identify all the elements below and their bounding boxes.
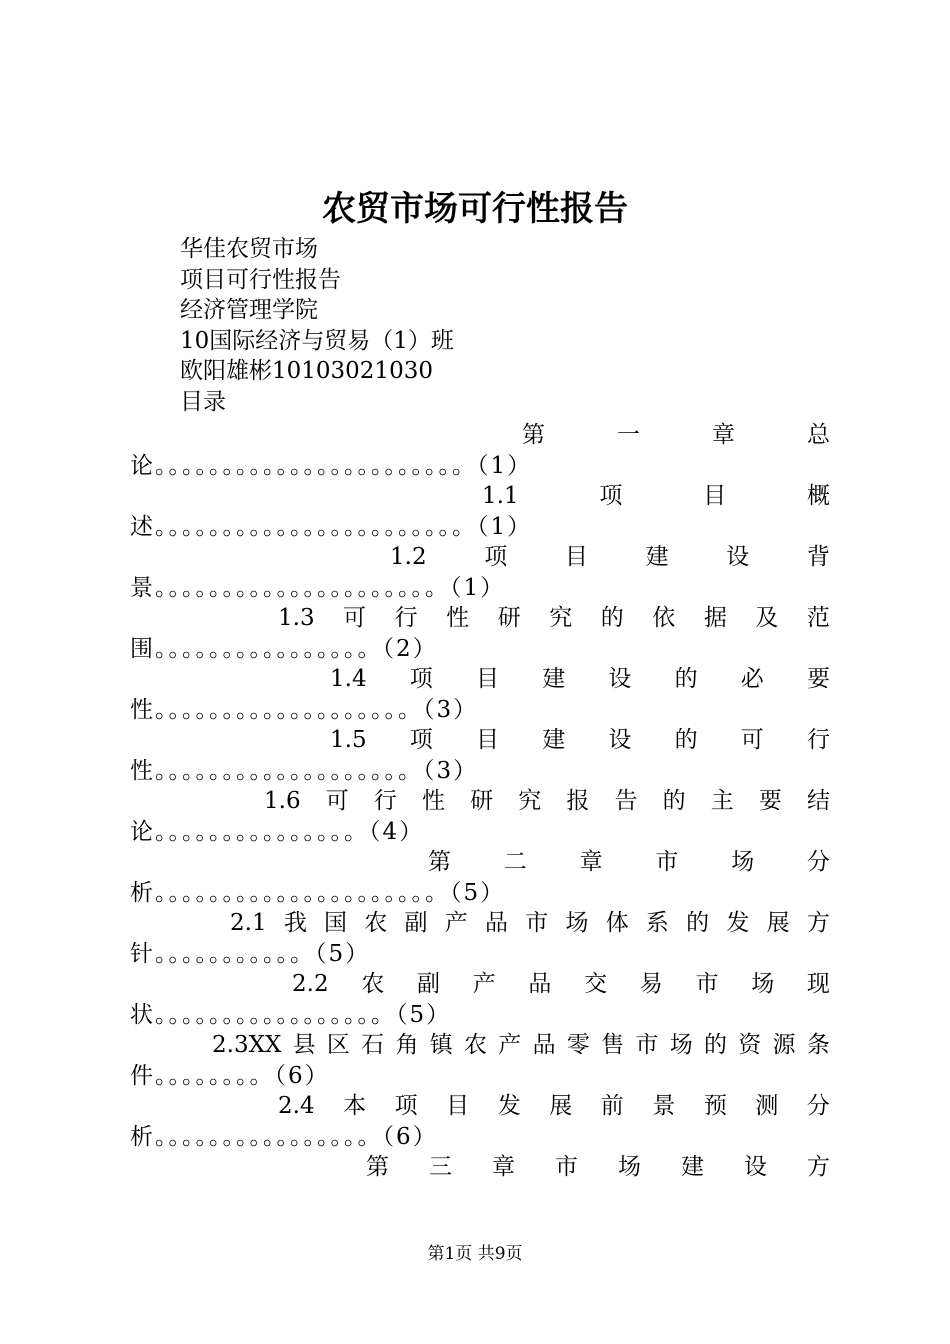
toc-heading-token: 农 (464, 1032, 488, 1058)
toc-heading-token: 及 (755, 605, 779, 631)
toc-entry-leader: 性。。。。。。。。。。。。。。。。。。。（3） (130, 757, 479, 784)
toc-heading-token: 建 (681, 1154, 704, 1180)
toc-heading-token: 建 (542, 727, 566, 753)
document-title: 农贸市场可行性报告 (322, 189, 628, 229)
toc-heading-token: 国 (324, 910, 348, 936)
toc-heading-token: 建 (542, 666, 566, 692)
toc-heading-token: 目 (475, 666, 499, 692)
toc-heading-token: 研 (470, 788, 494, 814)
toc-heading-token: 前 (600, 1093, 624, 1119)
toc-entry-leader: 状。。。。。。。。。。。。。。。。。（5） (130, 1001, 452, 1028)
toc-heading-token: 售 (601, 1032, 625, 1058)
toc-heading-token: 县 (292, 1032, 316, 1058)
toc-heading-token: 第 (522, 422, 545, 448)
toc-entry[interactable] (130, 603, 830, 664)
toc-heading-token: 镇 (429, 1032, 453, 1058)
toc-heading-token: 项 (394, 1093, 418, 1119)
toc-heading-token: 可 (325, 788, 349, 814)
toc-entry-heading (330, 725, 830, 756)
toc-heading-token: 项 (484, 544, 508, 570)
toc-heading-token: 的 (600, 605, 624, 631)
toc-entry[interactable] (130, 1030, 830, 1091)
author-name: 欧阳雄彬10103021030 (180, 358, 433, 384)
toc-heading-token: 源 (772, 1032, 796, 1058)
toc-heading-token: 的 (674, 727, 698, 753)
toc-entry[interactable] (130, 1152, 830, 1213)
toc-heading-token: 设 (608, 666, 632, 692)
toc-heading-token: 副 (416, 971, 440, 997)
toc-heading-token: 品 (484, 910, 508, 936)
toc-heading-token: 目 (703, 483, 727, 509)
toc-heading-token: 范 (806, 605, 830, 631)
toc-heading-token: 设 (744, 1154, 767, 1180)
toc-heading-token: 1.4 (330, 666, 367, 692)
toc-heading-token: 2.1 (230, 910, 267, 936)
toc-entry-leader: 析。。。。。。。。。。。。。。。。。。。。。（5） (130, 879, 506, 906)
toc-heading-token: 我 (283, 910, 307, 936)
toc-heading-token: 究 (549, 605, 573, 631)
toc-entry-heading (330, 664, 830, 695)
toc-heading-token: 品 (532, 1032, 556, 1058)
toc-heading-token: 可 (740, 727, 764, 753)
toc-heading-token: 1.3 (278, 605, 315, 631)
toc-heading-token: 农 (364, 910, 388, 936)
toc-heading-token: 一 (617, 422, 640, 448)
toc-entry-heading (278, 603, 830, 634)
toc-heading-token: 分 (806, 1093, 830, 1119)
toc-heading-token: 章 (712, 422, 735, 448)
toc-heading-token: 章 (579, 849, 603, 875)
toc-entry[interactable] (130, 542, 830, 603)
toc-heading-token: 展 (766, 910, 790, 936)
toc-heading-token: 报 (566, 788, 590, 814)
toc-heading-token: 景 (652, 1093, 676, 1119)
toc-entry-leader: 围。。。。。。。。。。。。。。。。（2） (130, 635, 438, 662)
toc-entry-leader: 件。。。。。。。。（6） (130, 1062, 330, 1089)
toc-heading-token: 第 (366, 1154, 389, 1180)
toc-heading-token: 石 (361, 1032, 385, 1058)
toc-entry-heading (230, 908, 830, 939)
toc-heading-token: 第 (428, 849, 451, 875)
toc-heading-token: 1.6 (264, 788, 301, 814)
toc-heading-token: 市 (655, 849, 679, 875)
toc-heading-token: 项 (599, 483, 623, 509)
toc-heading-token: 概 (806, 483, 830, 509)
toc-heading-token: 目 (475, 727, 499, 753)
toc-entry-leader: 论。。。。。。。。。。。。。。。（4） (130, 818, 425, 845)
toc-heading-token: 结 (806, 788, 830, 814)
toc-heading-token: 2.2 (292, 971, 329, 997)
toc-heading-token: 目 (446, 1093, 470, 1119)
toc-heading-token: 项 (409, 727, 433, 753)
toc-heading-token: 行 (394, 605, 418, 631)
toc-heading-token: 项 (409, 666, 433, 692)
toc-heading-token: 资 (738, 1032, 762, 1058)
toc-heading-token: 发 (726, 910, 750, 936)
toc-heading-token: 的 (662, 788, 686, 814)
toc-heading-token: 可 (343, 605, 367, 631)
toc-heading-token: 易 (639, 971, 663, 997)
toc-entry[interactable] (130, 1091, 830, 1152)
toc-entry-heading (522, 420, 830, 451)
toc-heading-token: 二 (503, 849, 527, 875)
toc-heading-token: 要 (758, 788, 782, 814)
class-name: 10国际经济与贸易（1）班 (180, 327, 454, 354)
toc-heading-token: 场 (565, 910, 589, 936)
toc-heading-token: 副 (404, 910, 428, 936)
toc-entry-heading (278, 1091, 830, 1122)
toc-heading-token: 究 (518, 788, 542, 814)
toc-entry-heading (428, 847, 830, 878)
toc-heading-token: 要 (807, 666, 830, 692)
toc-heading-token: 必 (740, 666, 764, 692)
toc-entry-heading (292, 969, 830, 1000)
toc-heading-token: 目 (564, 544, 588, 570)
toc-entry[interactable] (130, 908, 830, 969)
toc-heading-token: 场 (751, 971, 775, 997)
toc-heading-token: 展 (549, 1093, 573, 1119)
school-name: 经济管理学院 (180, 297, 318, 323)
toc-entry-heading (482, 481, 830, 512)
toc-entry-leader: 性。。。。。。。。。。。。。。。。。。。（3） (130, 696, 479, 723)
toc-heading-token: 1.2 (390, 544, 427, 570)
toc-entry[interactable] (130, 969, 830, 1030)
toc-heading-token: 性 (446, 605, 470, 631)
toc-entry-heading (366, 1152, 830, 1183)
toc-heading-token: 现 (806, 971, 830, 997)
toc-entry[interactable] (130, 725, 830, 786)
toc-heading-token: 零 (566, 1032, 590, 1058)
toc-entry[interactable] (130, 420, 830, 481)
toc-heading-token: 的 (674, 666, 698, 692)
toc-heading-token: 行 (373, 788, 397, 814)
toc-heading-token: 2.3XX (212, 1032, 282, 1058)
toc-entry[interactable] (130, 481, 830, 542)
toc-heading-token: 农 (361, 971, 385, 997)
toc-entry-heading (212, 1030, 830, 1061)
cover-info (180, 234, 454, 417)
toc-heading-token: 发 (497, 1093, 521, 1119)
toc-heading-token: 条 (806, 1032, 830, 1058)
toc-heading-token: 系 (645, 910, 669, 936)
toc-heading-token: 交 (584, 971, 608, 997)
toc-heading: 目录 (180, 388, 226, 415)
toc-heading-token: 1.1 (482, 483, 519, 509)
toc-heading-token: 主 (710, 788, 734, 814)
toc-entry-leader: 针。。。。。。。。。。。（5） (130, 940, 371, 967)
toc-entry[interactable] (130, 664, 830, 725)
toc-heading-token: 角 (395, 1032, 419, 1058)
toc-heading-token: 性 (421, 788, 445, 814)
toc-heading-token: 建 (645, 544, 669, 570)
toc-heading-token: 的 (703, 1032, 727, 1058)
toc-heading-token: 本 (343, 1093, 367, 1119)
toc-heading-token: 的 (686, 910, 710, 936)
toc-heading-token: 分 (806, 849, 830, 875)
toc-heading-token: 区 (326, 1032, 350, 1058)
toc-heading-token: 三 (429, 1154, 452, 1180)
toc-heading-token: 方 (806, 910, 830, 936)
toc-heading-token: 1.5 (330, 727, 367, 753)
toc-heading-token: 2.4 (278, 1093, 315, 1119)
toc-heading-token: 场 (669, 1032, 693, 1058)
toc-heading-token: 研 (497, 605, 521, 631)
toc-heading-token: 场 (731, 849, 755, 875)
toc-entry[interactable] (130, 786, 830, 847)
toc-heading-token: 体 (605, 910, 629, 936)
toc-heading-token: 产 (444, 910, 468, 936)
toc-entry-leader (130, 1183, 830, 1214)
toc-entry-heading (264, 786, 830, 817)
toc-entry[interactable] (130, 847, 830, 908)
table-of-contents (130, 420, 830, 1213)
toc-heading-token: 告 (614, 788, 638, 814)
toc-heading-token: 市 (635, 1032, 659, 1058)
toc-heading-token: 章 (492, 1154, 515, 1180)
toc-entry-leader: 析。。。。。。。。。。。。。。。。（6） (130, 1123, 438, 1150)
project-name: 华佳农贸市场 (180, 236, 318, 262)
toc-heading-token: 产 (498, 1032, 522, 1058)
toc-entry-leader: 景。。。。。。。。。。。。。。。。。。。。。（1） (130, 574, 506, 601)
toc-heading-token: 市 (555, 1154, 578, 1180)
toc-heading-token: 场 (618, 1154, 641, 1180)
toc-entry-heading (390, 542, 830, 573)
toc-heading-token: 依 (652, 605, 676, 631)
toc-heading-token: 测 (755, 1093, 779, 1119)
toc-heading-token: 行 (807, 727, 830, 753)
toc-heading-token: 市 (695, 971, 719, 997)
report-type: 项目可行性报告 (180, 266, 341, 293)
toc-entry-leader: 述。。。。。。。。。。。。。。。。。。。。。。。（1） (130, 513, 533, 540)
toc-heading-token: 设 (726, 544, 750, 570)
toc-entry-leader: 论。。。。。。。。。。。。。。。。。。。。。。。（1） (130, 452, 533, 479)
toc-heading-token: 据 (703, 605, 727, 631)
toc-heading-token: 预 (703, 1093, 727, 1119)
toc-heading-token: 背 (806, 544, 830, 570)
toc-heading-token: 总 (807, 422, 830, 448)
toc-heading-token: 方 (807, 1154, 830, 1180)
toc-heading-token: 市 (525, 910, 549, 936)
toc-heading-token: 设 (608, 727, 632, 753)
toc-heading-token: 品 (528, 971, 552, 997)
toc-heading-token: 产 (472, 971, 496, 997)
page-footer: 第1页 共9页 (427, 1244, 523, 1264)
